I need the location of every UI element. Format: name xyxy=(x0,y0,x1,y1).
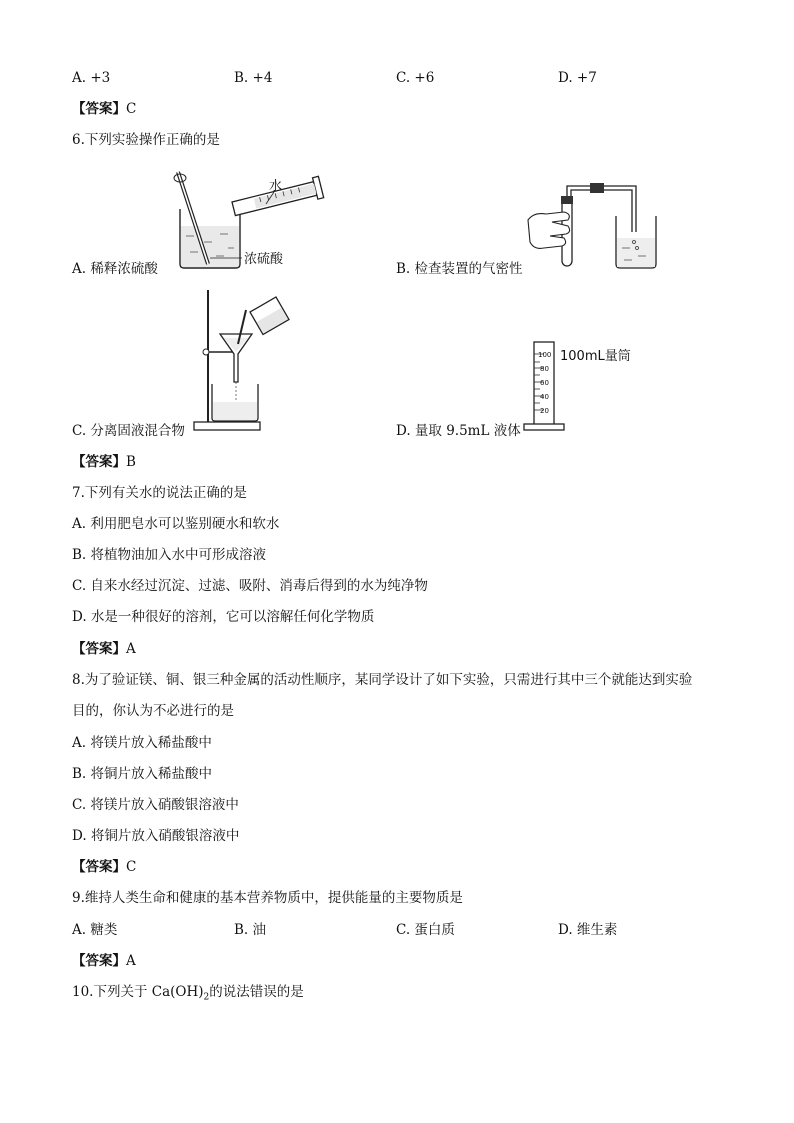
q9-option-c: C. 蛋白质 xyxy=(396,922,455,938)
q7-option-d: D. 水是一种很好的溶剂，它可以溶解任何化学物质 xyxy=(72,609,375,625)
label-conc-sulfuric-acid: 浓硫酸 xyxy=(244,252,284,267)
q9-stem: 9.维持人类生命和健康的基本营养物质中，提供能量的主要物质是 xyxy=(72,890,463,906)
q7-option-c: C. 自来水经过沉淀、过滤、吸附、消毒后得到的水为纯净物 xyxy=(72,578,428,594)
label-water: 水 xyxy=(269,179,283,194)
tick-100: 100 xyxy=(538,351,552,359)
figure-filtration xyxy=(192,288,302,436)
q9-option-b: B. 油 xyxy=(234,922,267,938)
figure-airtightness-check xyxy=(524,176,664,272)
answer-label: 【答案】 xyxy=(72,454,126,470)
q6-answer xyxy=(72,452,136,472)
q7-option-b: B. 将植物油加入水中可形成溶液 xyxy=(72,547,267,563)
q8-option-b: B. 将铜片放入稀盐酸中 xyxy=(72,766,213,782)
q5-option-b: B. +4 xyxy=(234,70,273,86)
q7-answer xyxy=(72,639,136,659)
q5-option-d: D. +7 xyxy=(558,70,597,86)
q6-option-a: A. 稀释浓硫酸 xyxy=(72,261,158,277)
q9-option-a: A. 糖类 xyxy=(72,922,118,938)
q5-option-a: A. +3 xyxy=(72,70,111,86)
q5-option-c: C. +6 xyxy=(396,70,435,86)
q9-answer xyxy=(72,951,136,971)
answer-value: A xyxy=(126,953,136,969)
q6-option-b: B. 检查装置的气密性 xyxy=(396,261,523,277)
label-100ml-cylinder: 100mL量筒 xyxy=(560,349,631,364)
q6-option-c: C. 分离固液混合物 xyxy=(72,423,185,439)
answer-label: 【答案】 xyxy=(72,953,126,969)
answer-label: 【答案】 xyxy=(72,859,126,875)
tick-60: 60 xyxy=(540,379,549,387)
q8-stem-line2: 目的，你认为不必进行的是 xyxy=(72,703,234,719)
answer-label: 【答案】 xyxy=(72,641,126,657)
answer-value: B xyxy=(126,454,136,470)
answer-value: C xyxy=(126,859,137,875)
figure-dilute-sulfuric-acid xyxy=(170,164,330,272)
tick-40: 40 xyxy=(540,393,549,401)
tick-80: 80 xyxy=(540,365,549,373)
q10-stem: 10.下列关于 $Ca(OH)_2$的说法错误的是 xyxy=(72,984,304,1003)
q7-option-a: A. 利用肥皂水可以鉴别硬水和软水 xyxy=(72,516,280,532)
q8-answer xyxy=(72,857,136,877)
q9-option-d: D. 维生素 xyxy=(558,922,618,938)
q8-stem-line1: 8.为了验证镁、铜、银三种金属的活动性顺序，某同学设计了如下实验，只需进行其中三个就能达到实验 xyxy=(72,672,693,688)
q8-option-a: A. 将镁片放入稀盐酸中 xyxy=(72,735,212,751)
q7-stem: 7.下列有关水的说法正确的是 xyxy=(72,485,247,501)
q8-option-d: D. 将铜片放入硝酸银溶液中 xyxy=(72,828,240,844)
tick-20: 20 xyxy=(540,407,549,415)
answer-value: C xyxy=(126,101,137,117)
answer-value: A xyxy=(126,641,136,657)
q8-option-c: C. 将镁片放入硝酸银溶液中 xyxy=(72,797,239,813)
answer-label: 【答案】 xyxy=(72,101,126,117)
q5-answer xyxy=(72,99,136,119)
q6-stem: 6.下列实验操作正确的是 xyxy=(72,132,220,148)
q6-option-d: D. 量取 9.5mL 液体 xyxy=(396,423,521,439)
figure-graduated-cylinder xyxy=(520,336,640,436)
